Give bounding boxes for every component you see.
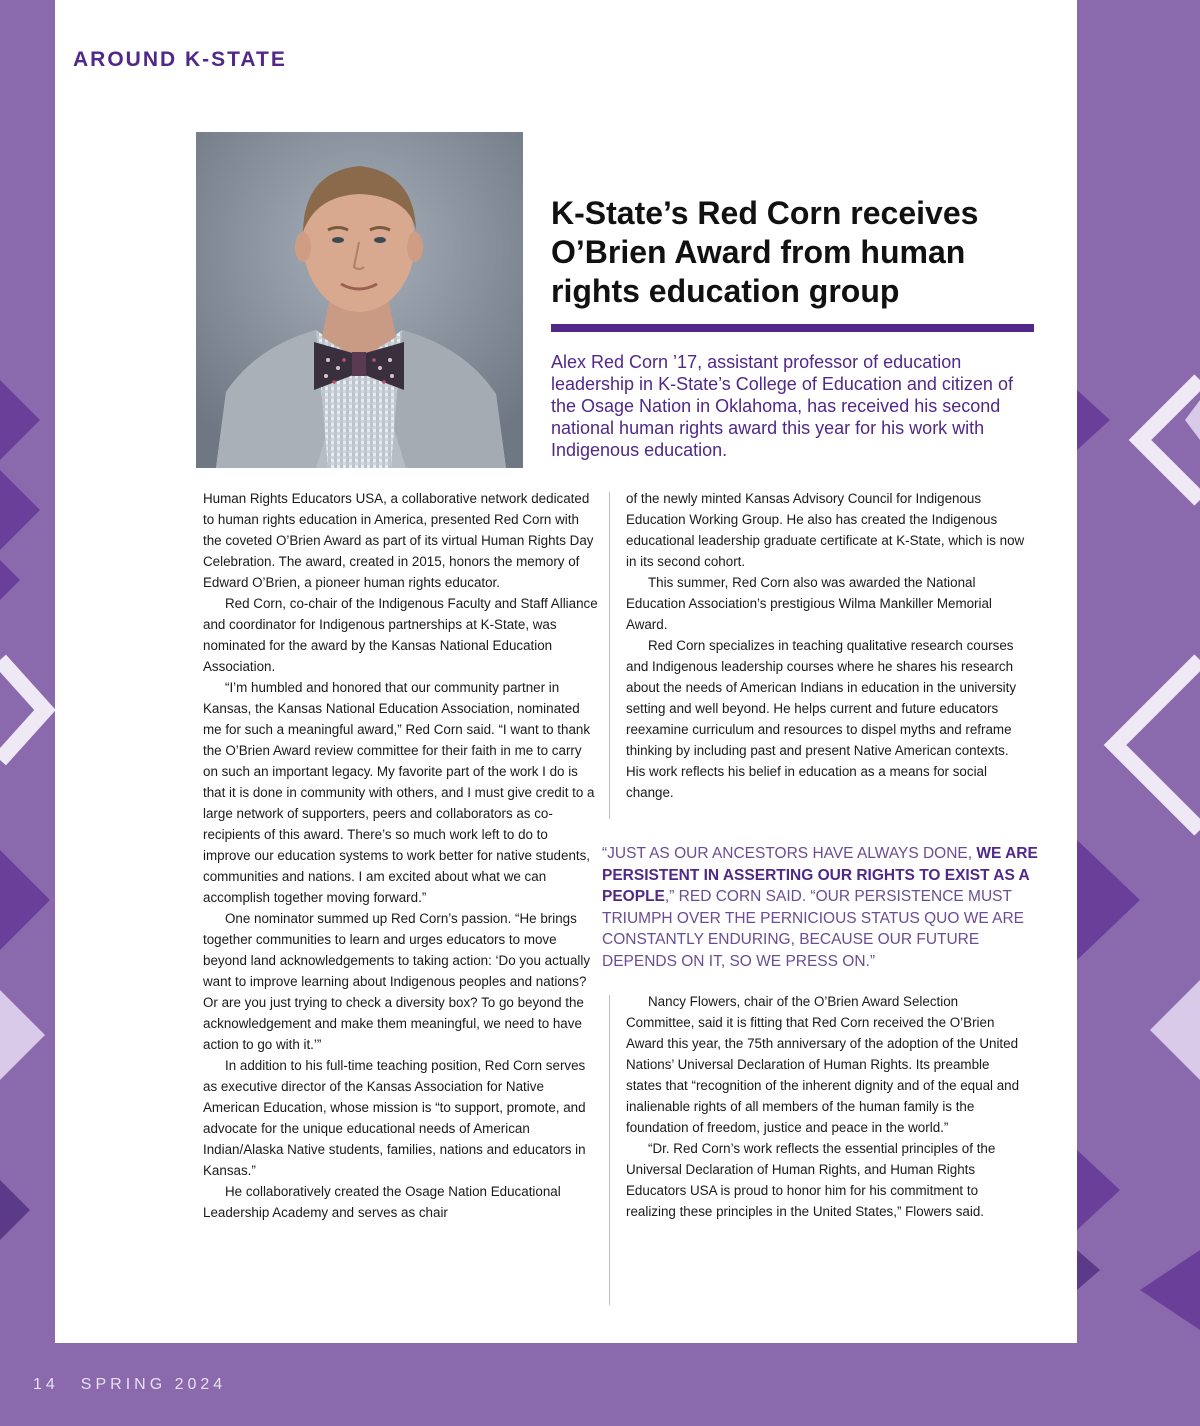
paragraph: This summer, Red Corn also was awarded the National Education Association’s prestigious Wilma Mankiller Memorial Award.	[626, 575, 992, 632]
portrait-photo	[196, 132, 523, 468]
pull-quote-part-2: ,” RED CORN SAID. “OUR PERSISTENCE MUST TRIUMPH OVER THE PERNICIOUS STATUS QUO WE ARE CONSTANTLY ENDURING, BECAUSE OUR FUTURE DEPENDS ON IT, SO WE PRESS ON.”	[602, 888, 1024, 970]
paragraph: Red Corn, co-chair of the Indigenous Faculty and Staff Alliance and coordinator for Indigenous partnerships at K-State, was nominated for the award by the Kansas National Education Association.	[203, 596, 598, 674]
column-divider	[609, 492, 610, 819]
paragraph: One nominator summed up Red Corn’s passion. “He brings together communities to learn and urges educators to move beyond land acknowledgements to taking action: ‘Do you actually want to improve learning about Indigenous peoples and nations? Or are you just trying to check a diversity box? To go beyond the acknowledgement and make them meaningful, we need to have action to go with it.’”	[203, 911, 591, 1052]
column-divider	[609, 995, 610, 1305]
paragraph: Red Corn specializes in teaching qualitative research courses and Indigenous leadership courses where he shares his research about the needs of American Indians in education in the university setting and well beyond. He helps current and future educators reexamine curriculum and resources to dispel myths and reframe thinking by including past and present Native American contexts. His work reflects his belief in education as a means for social change.	[626, 638, 1017, 800]
page-footer	[33, 1376, 248, 1394]
paragraph: “Dr. Red Corn’s work reflects the essential principles of the Universal Declaration of Human Rights, and Human Rights Educators USA is proud to honor him for his commitment to realizing these principles in the United States,” Flowers said.	[626, 1141, 996, 1219]
paragraph: Human Rights Educators USA, a collaborative network dedicated to human rights education in America, presented Red Corn with the coveted O’Brien Award as part of its virtual Human Rights Day Celebration. The award, created in 2015, honors the memory of Edward O’Brien, a pioneer human rights educator.	[203, 491, 594, 590]
paragraph: Nancy Flowers, chair of the O’Brien Award Selection Committee, said it is fitting that Red Corn received the O’Brien Award this year, the 75th anniversary of the adoption of the United Nations’ Universal Declaration of Human Rights. Its preamble states that “recognition of the inherent dignity and of the equal and inalienable rights of all members of the human family is the foundation of freedom, justice and peace in the world.”	[626, 994, 1020, 1135]
body-column-1	[203, 488, 598, 1223]
paragraph: “I’m humbled and honored that our community partner in Kansas, the Kansas National Education Association, nominated me for such a meaningful award,” Red Corn said. “I want to thank the O’Brien Award review committee for their faith in me to carry on such an important legacy. My favorite part of the work I do is that it is done in community with others, and I must give credit to a large network of supporters, peers and collaborators as co-recipients of this award. There’s so much work left to do to improve our education systems to work better for native students, communities and nations. I am excited about what we can accomplish together moving forward.”	[203, 680, 595, 905]
article-headline: K-State’s Red Corn receives O’Brien Award from human rights education group	[551, 195, 979, 309]
pull-quote	[602, 843, 1050, 973]
body-column-3	[626, 991, 1026, 1222]
section-label: AROUND K-STATE	[73, 48, 287, 71]
paragraph: In addition to his full-time teaching position, Red Corn serves as executive director of the Kansas Association for Native American Education, whose mission is “to support, promote, and advocate for the unique educational needs of American Indian/Alaska Native students, families, nations and educators in Kansas.”	[203, 1058, 586, 1178]
headline-rule	[551, 324, 1034, 332]
paragraph: of the newly minted Kansas Advisory Council for Indigenous Education Working Group. He also has created the Indigenous educational leadership graduate certificate at K-State, which is now in its second cohort.	[626, 491, 1025, 569]
pull-quote-part-1: “JUST AS OUR ANCESTORS HAVE ALWAYS DONE,	[602, 845, 977, 862]
article-dek: Alex Red Corn ’17, assistant professor of education leadership in K-State’s College of Education and citizen of the Osage Nation in Oklahoma, has received his second national human rights award this year for his work with Indigenous education.	[551, 352, 1013, 460]
body-column-2	[626, 488, 1026, 803]
pull-quote-emphasis: WE ARE PERSISTENT IN ASSERTING OUR RIGHTS TO EXIST AS A PEOPLE	[602, 845, 1038, 906]
issue-label: SPRING 2024	[80, 1376, 227, 1393]
page-number: 14	[33, 1376, 59, 1393]
paragraph: He collaboratively created the Osage Nation Educational Leadership Academy and serves as chair	[203, 1184, 561, 1220]
